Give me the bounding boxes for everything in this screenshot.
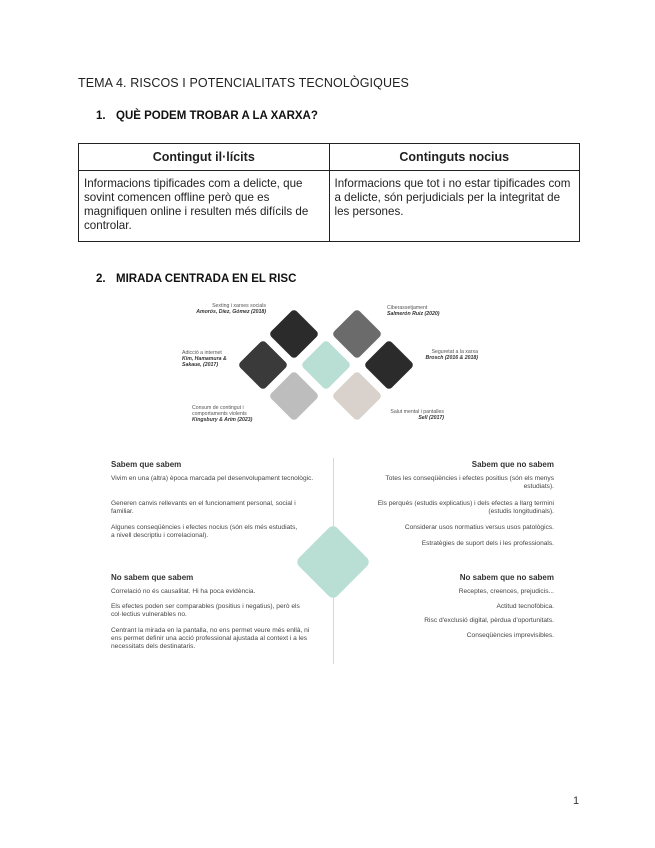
quadrant-title-known-unknowns: Sabem que no sabem (471, 460, 554, 469)
quadrant-title-unknown-unknowns: No sabem que no sabem (459, 573, 554, 582)
content-types-table (78, 143, 580, 242)
citation-3: Adicció a internet Kim, Hamamura & Sakaue, (2017) (182, 350, 227, 369)
list-item: Vivim en una (altra) època marcada pel desenvolupament tecnològic. (111, 475, 314, 482)
photo-tile-5 (269, 371, 320, 422)
page-number: 1 (573, 795, 580, 807)
section-1-number: 1. (96, 110, 106, 122)
section-2-number: 2. (96, 273, 106, 285)
citation-5: Consum de contingut i comportaments violents Kingsbury & Arim (2023) (192, 405, 253, 424)
document-title: TEMA 4. RISCOS I POTENCIALITATS TECNOLÒGIQUES (78, 76, 409, 90)
list-item: Risc d'exclusió digital, pèrdua d'oportunitats. (424, 617, 554, 624)
list-item: Estratègies de suport dels i les professionals. (421, 540, 554, 547)
section-1-heading (96, 110, 318, 122)
citation-2: Ciberassetjament Salmerón Ruiz (2020) (387, 305, 440, 318)
section-1-title: QUÈ PODEM TROBAR A LA XARXA? (116, 110, 318, 122)
list-item: Generen canvis rellevants en el funcionament personal, social i familiar. (111, 500, 296, 516)
citation-6: Salut mental i pantalles Sell (2017) (390, 409, 444, 422)
table-header-illicit: Contingut il·lícits (79, 144, 330, 171)
table-header-harmful: Continguts nocius (329, 144, 580, 171)
citation-4: Seguretat a la xarxa Brosch (2016 & 2018) (425, 349, 478, 362)
section-2-heading (96, 273, 296, 285)
list-item: Receptes, creences, prejudicis... (458, 588, 554, 595)
citation-1: Sexting i xarxes socials Amorós, Díez, Gómez (2018) (196, 303, 266, 316)
list-item: Conseqüències imprevisibles. (466, 632, 554, 639)
table-cell-illicit: Informacions tipificades com a delicte, que sovint comencen offline però que es magnifiquen online i resulten més difícils de controlar. (79, 171, 330, 242)
table-cell-harmful: Informacions que tot i no estar tipificades com a delicte, són perjudicials per la integritat de les persones. (329, 171, 580, 242)
list-item: Totes les conseqüències i efectes positius (són els menys estudiats). (385, 475, 554, 491)
list-item: Correlació no és causalitat. Hi ha poca evidència. (111, 588, 256, 595)
quadrant-title-unknown-knowns: No sabem que sabem (111, 573, 194, 582)
list-item: Considerar usos normatius versus usos patològics. (404, 524, 554, 531)
list-item: Centrant la mirada en la pantalla, no ens permet veure més enllà, ni ens permet definir una acció professional ajustada al context i a les necessitats dels destinataris. (111, 627, 310, 651)
list-item: Algunes conseqüències i efectes nocius (són els més estudiats, a nivell descriptiu i correlacional). (111, 524, 298, 540)
list-item: Els perquès (estudis explicatius) i dels efectes a llarg termini (estudis longitudinals). (377, 500, 554, 516)
list-item: Actitud tecnofòbica. (496, 603, 554, 610)
quadrant-title-known-knowns: Sabem que sabem (111, 460, 182, 469)
photo-tile-4 (364, 340, 415, 391)
list-item: Els efectes poden ser comparables (positius i negatius), però els col·lectius vulnerables no. (111, 603, 300, 619)
section-2-title: MIRADA CENTRADA EN EL RISC (116, 273, 297, 285)
